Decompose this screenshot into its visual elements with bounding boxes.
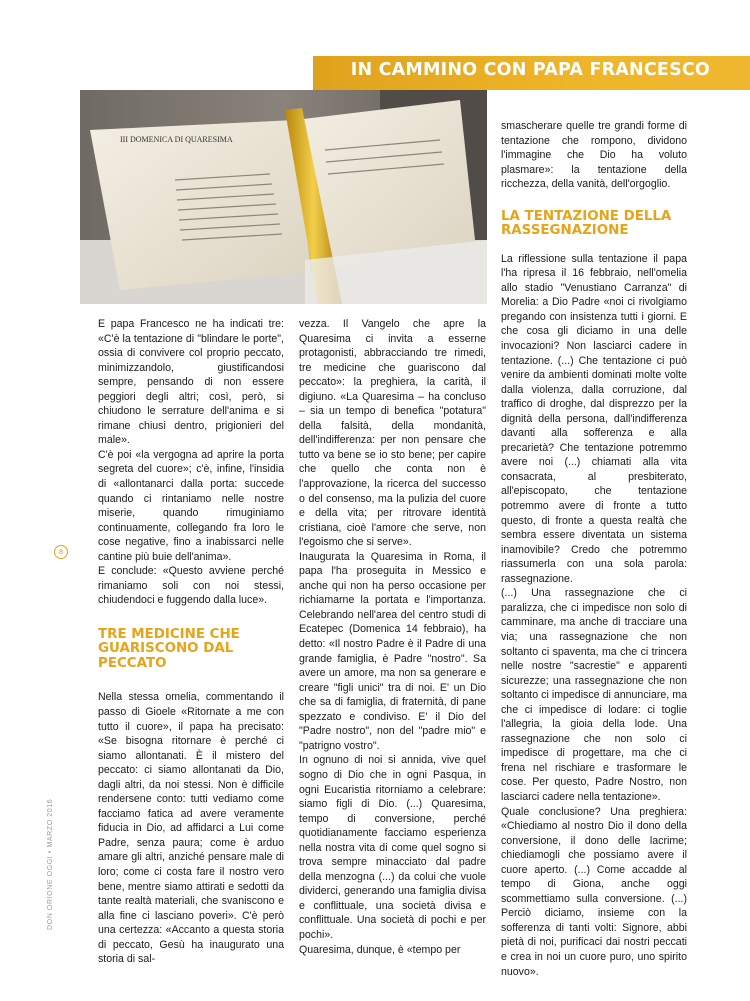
paragraph: Nella stessa omelia, commentando il passo di Gioele «Ritornate a me con tutto il cuore», il papa ha precisato: «Se bisogna ritornare è perché ci siamo allontanati. È il mistero del peccato: ci siamo allontanati da Dio, dagli altri, da noi stessi. Non è difficile rendersene conto: tutti vediamo come facciamo fatica ad avere veramente fiducia in Dio, ad affidarci a Lui come Padre, senza paura; come è arduo amare gli altri, anziché pensare male di loro; come ci costa fare il nostro vero bene, mentre siamo attirati e sedotti da tante realtà materiali, che svaniscono e alla fine ci lasciano poveri». C'è però una certezza: «Accanto a questa storia di peccato, Gesù ha inaugurato una storia di sal-	[98, 691, 284, 966]
paragraph: vezza. Il Vangelo che apre la Quaresima ci invita a esserne protagonisti, abbracciando tre rimedi, tre medicine che guariscono dal peccato»: la preghiera, la carità, il digiuno. «La Quaresima – ha concluso – sia un tempo di benefica "potatura" della falsità, della mondanità, dell'indifferenza: per non pensare che tutto va bene se io sto bene; per capire che quello che conta non è l'approvazione, la ricerca del successo o del consenso, ma la pulizia del cuore e della vita; per ritrovare identità cristiana, cioè l'amore che serve, non l'egoismo che si serve».	[299, 318, 486, 549]
paragraph: smascherare quelle tre grandi forme di tentazione che rompono, dividono l'immagine che Dio ha voluto plasmare»: la tentazione della ricchezza, della vanità, dell'orgoglio.	[501, 120, 687, 191]
article-column-2	[299, 317, 486, 957]
section-heading: TRE MEDICINE CHE GUARISCONO DAL PECCATO	[98, 626, 240, 671]
paragraph: Quaresima, dunque, è «tempo per	[299, 943, 461, 956]
book-heading: III DOMENICA DI QUARESIMA	[120, 135, 233, 144]
liturgical-book-photo	[80, 90, 487, 304]
paragraph: E conclude: «Questo avviene perché rimaniamo soli con noi stessi, chiudendoci e fuggendo dalla luce».	[98, 565, 284, 607]
section-title: IN CAMMINO CON PAPA FRANCESCO	[350, 60, 710, 80]
section-heading: LA TENTAZIONE DELLA RASSEGNAZIONE	[501, 208, 672, 239]
article-column-1	[98, 317, 284, 967]
paragraph: In ognuno di noi si annida, vive quel sogno di Dio che in ogni Pasqua, in ogni Eucaristia ritorniamo a celebrare: siamo figli di Dio. (...) Quaresima, tempo di conversione, perché quotidianamente facciamo esperienza nella nostra vita di come quel sogno si trova sempre minacciato dal padre della menzogna (...) da colui che vuole dividerci, generando una famiglia divisa e conflittuale, una società divisa e conflittuale. Una società di pochi e per pochi».	[299, 754, 486, 941]
paragraph: (...) Una rassegnazione che ci paralizza, che ci impedisce non solo di camminare, ma anche di tracciare una via; una rassegnazione che non soltanto ci spaventa, ma che ci trincera nelle nostre "sacrestie" e apparenti sicurezze; una rassegnazione che non soltanto ci impedisce di annunciare, ma che ci impedisce di lodare: ci toglie l'allegria, la gioia della lode. Una rassegnazione che non solo ci impedisce di progettare, ma che ci frena nel rischiare e trasformare le cose. Per questo, Padre Nostro, non lasciarci cadere nella tentazione».	[501, 587, 687, 803]
page-number: 8	[54, 545, 68, 559]
section-header-bar	[313, 56, 750, 90]
paragraph: C'è poi «la vergogna ad aprire la porta segreta del cuore»; c'è, infine, l'insidia di «allontanarci dalla porta: succede quando ci rintaniamo nelle nostre miserie, quando rimuginiamo continuamente, collegando fra loro le cose negative, fino a inabissarci nelle cantine più buie dell'anima».	[98, 448, 284, 563]
book-illustration	[80, 90, 487, 304]
paragraph: Inaugurata la Quaresima in Roma, il papa l'ha proseguita in Messico e anche qui non ha perso occasione per richiamarne la portata e l'importanza. Celebrando nell'area del centro studi di Ecatepec (Domenica 14 febbraio), ha detto: «Il nostro Padre è il Padre di una grande famiglia, è Padre "nostro". Sa avere un amore, ma non sa generare e creare "figli unici" tra di noi. E' un Dio che sa di famiglia, di fraternità, di pane spezzato e condiviso. E' il Dio del "Padre nostro", non del "padre mio" e "patrigno vostro".	[299, 550, 486, 752]
paragraph: E papa Francesco ne ha indicati tre: «C'è la tentazione di "blindare le porte", ossia di convivere col proprio peccato, minimizzandolo, giustificandosi sempre, pensando di non essere peggiori degli altri; così, però, si chiudono le serrature dell'anima e si rimane chiusi dentro, prigionieri del male».	[98, 318, 284, 447]
paragraph: Quale conclusione? Una preghiera: «Chiediamo al nostro Dio il dono della conversione, il dono delle lacrime; chiediamogli che possiamo avere il cuore aperto. (...) Come accadde al tempo di Giona, anche oggi scommettiamo sulla conversione. (...) Perciò diciamo, insieme con la sofferenza di tanti volti: Signore, abbi pietà di noi, purificaci dai nostri peccati e crea in noi un cuore puro, uno spirito nuovo».	[501, 805, 687, 978]
article-column-3	[501, 119, 687, 979]
issue-sidebar-text: DON ORIONE OGGI • MARZO 2016	[47, 798, 54, 930]
paragraph: La riflessione sulla tentazione il papa l'ha ripresa il 16 febbraio, nell'omelia allo stadio "Venustiano Carranza" di Morelia: a Dio Padre «noi ci rivolgiamo pregando con insistenza tutti i giorni. E che cosa gli diciamo in una delle invocazioni? Non lasciarci cadere in tentazione. (...) Che tentazione ci può venire da ambienti dominati molte volte dalla violenza, dalla corruzione, dal traffico di droghe, dal disprezzo per la dignità della persona, dall'indifferenza davanti alla sofferenza e alla precarietà? Che tentazione potremmo avere noi (...) chiamati alla vita consacrata, al presbiterato, all'episcopato, che tentazione potremmo avere di fronte a tutto questo, di fronte a questa realtà che sembra essere diventata un sistema inamovibile? Credo che potremmo riassumerla con una sola parola: rassegnazione.	[501, 252, 687, 585]
